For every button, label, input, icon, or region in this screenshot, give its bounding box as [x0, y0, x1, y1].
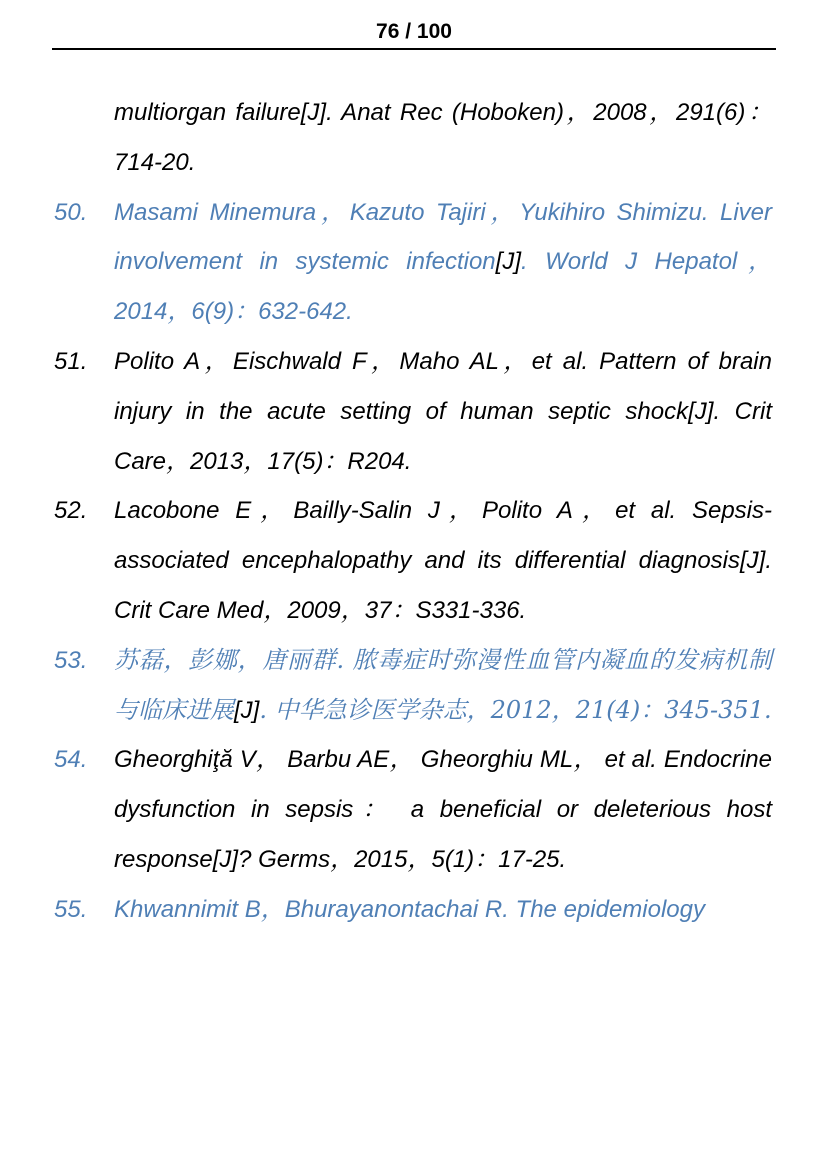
- reference-number: 55.: [54, 895, 88, 923]
- reference-text-part: . 中华急诊医学杂志，2012，21(4)：345-351.: [259, 695, 772, 724]
- reference-text: Gheorghiţă V， Barbu AE， Gheorghiu ML， et al. Endocrine dysfunction in sepsis： a beneficial or deleterious host response[J]? Germs，2015，5(1)：17-25.: [114, 746, 772, 873]
- reference-text: Lacobone E，Bailly-Salin J，Polito A，et al. Sepsis-associated encephalopathy and its differential diagnosis[J]. Crit Care Med，2009，37：S331-336.: [114, 497, 772, 624]
- reference-item-52: [0, 486, 772, 635]
- reference-item-53: [0, 636, 772, 736]
- reference-text-part: Masami Minemura，Kazuto Tajiri，Yukihiro Shimizu. Liver involvement in systemic infection: [114, 198, 772, 276]
- reference-text-part: . World J Hepatol，2014，6(9)：632-642.: [114, 248, 772, 326]
- page-indicator: 76 / 100: [376, 20, 452, 43]
- reference-text: Khwannimit B，Bhurayanontachai R. The epidemiology: [114, 895, 705, 923]
- reference-number: 53.: [54, 646, 88, 674]
- reference-item-50: [0, 188, 772, 337]
- reference-item-54: [0, 735, 772, 884]
- journal-marker: [J]: [234, 696, 260, 724]
- reference-list: [0, 88, 827, 935]
- reference-text-part: 苏磊，彭娜，唐丽群. 脓毒症时弥漫性血管内凝血的发病机制与临床进展: [114, 645, 772, 724]
- reference-item-55: [0, 885, 772, 935]
- reference-number: 51.: [54, 347, 88, 375]
- reference-text: Polito A，Eischwald F，Maho AL，et al. Pattern of brain injury in the acute setting of human septic shock[J]. Crit Care，2013，17(5)：R204.: [114, 347, 772, 475]
- reference-item-51: [0, 337, 772, 486]
- page-number-header: [52, 18, 776, 50]
- reference-text: multiorgan failure[J]. Anat Rec (Hoboken)，2008，291(6)：714-20.: [114, 99, 772, 176]
- reference-number: 54.: [54, 746, 88, 774]
- journal-marker: [J]: [495, 248, 522, 276]
- reference-number: 52.: [54, 497, 88, 525]
- reference-item-49-continued: [0, 88, 772, 188]
- reference-number: 50.: [54, 198, 88, 226]
